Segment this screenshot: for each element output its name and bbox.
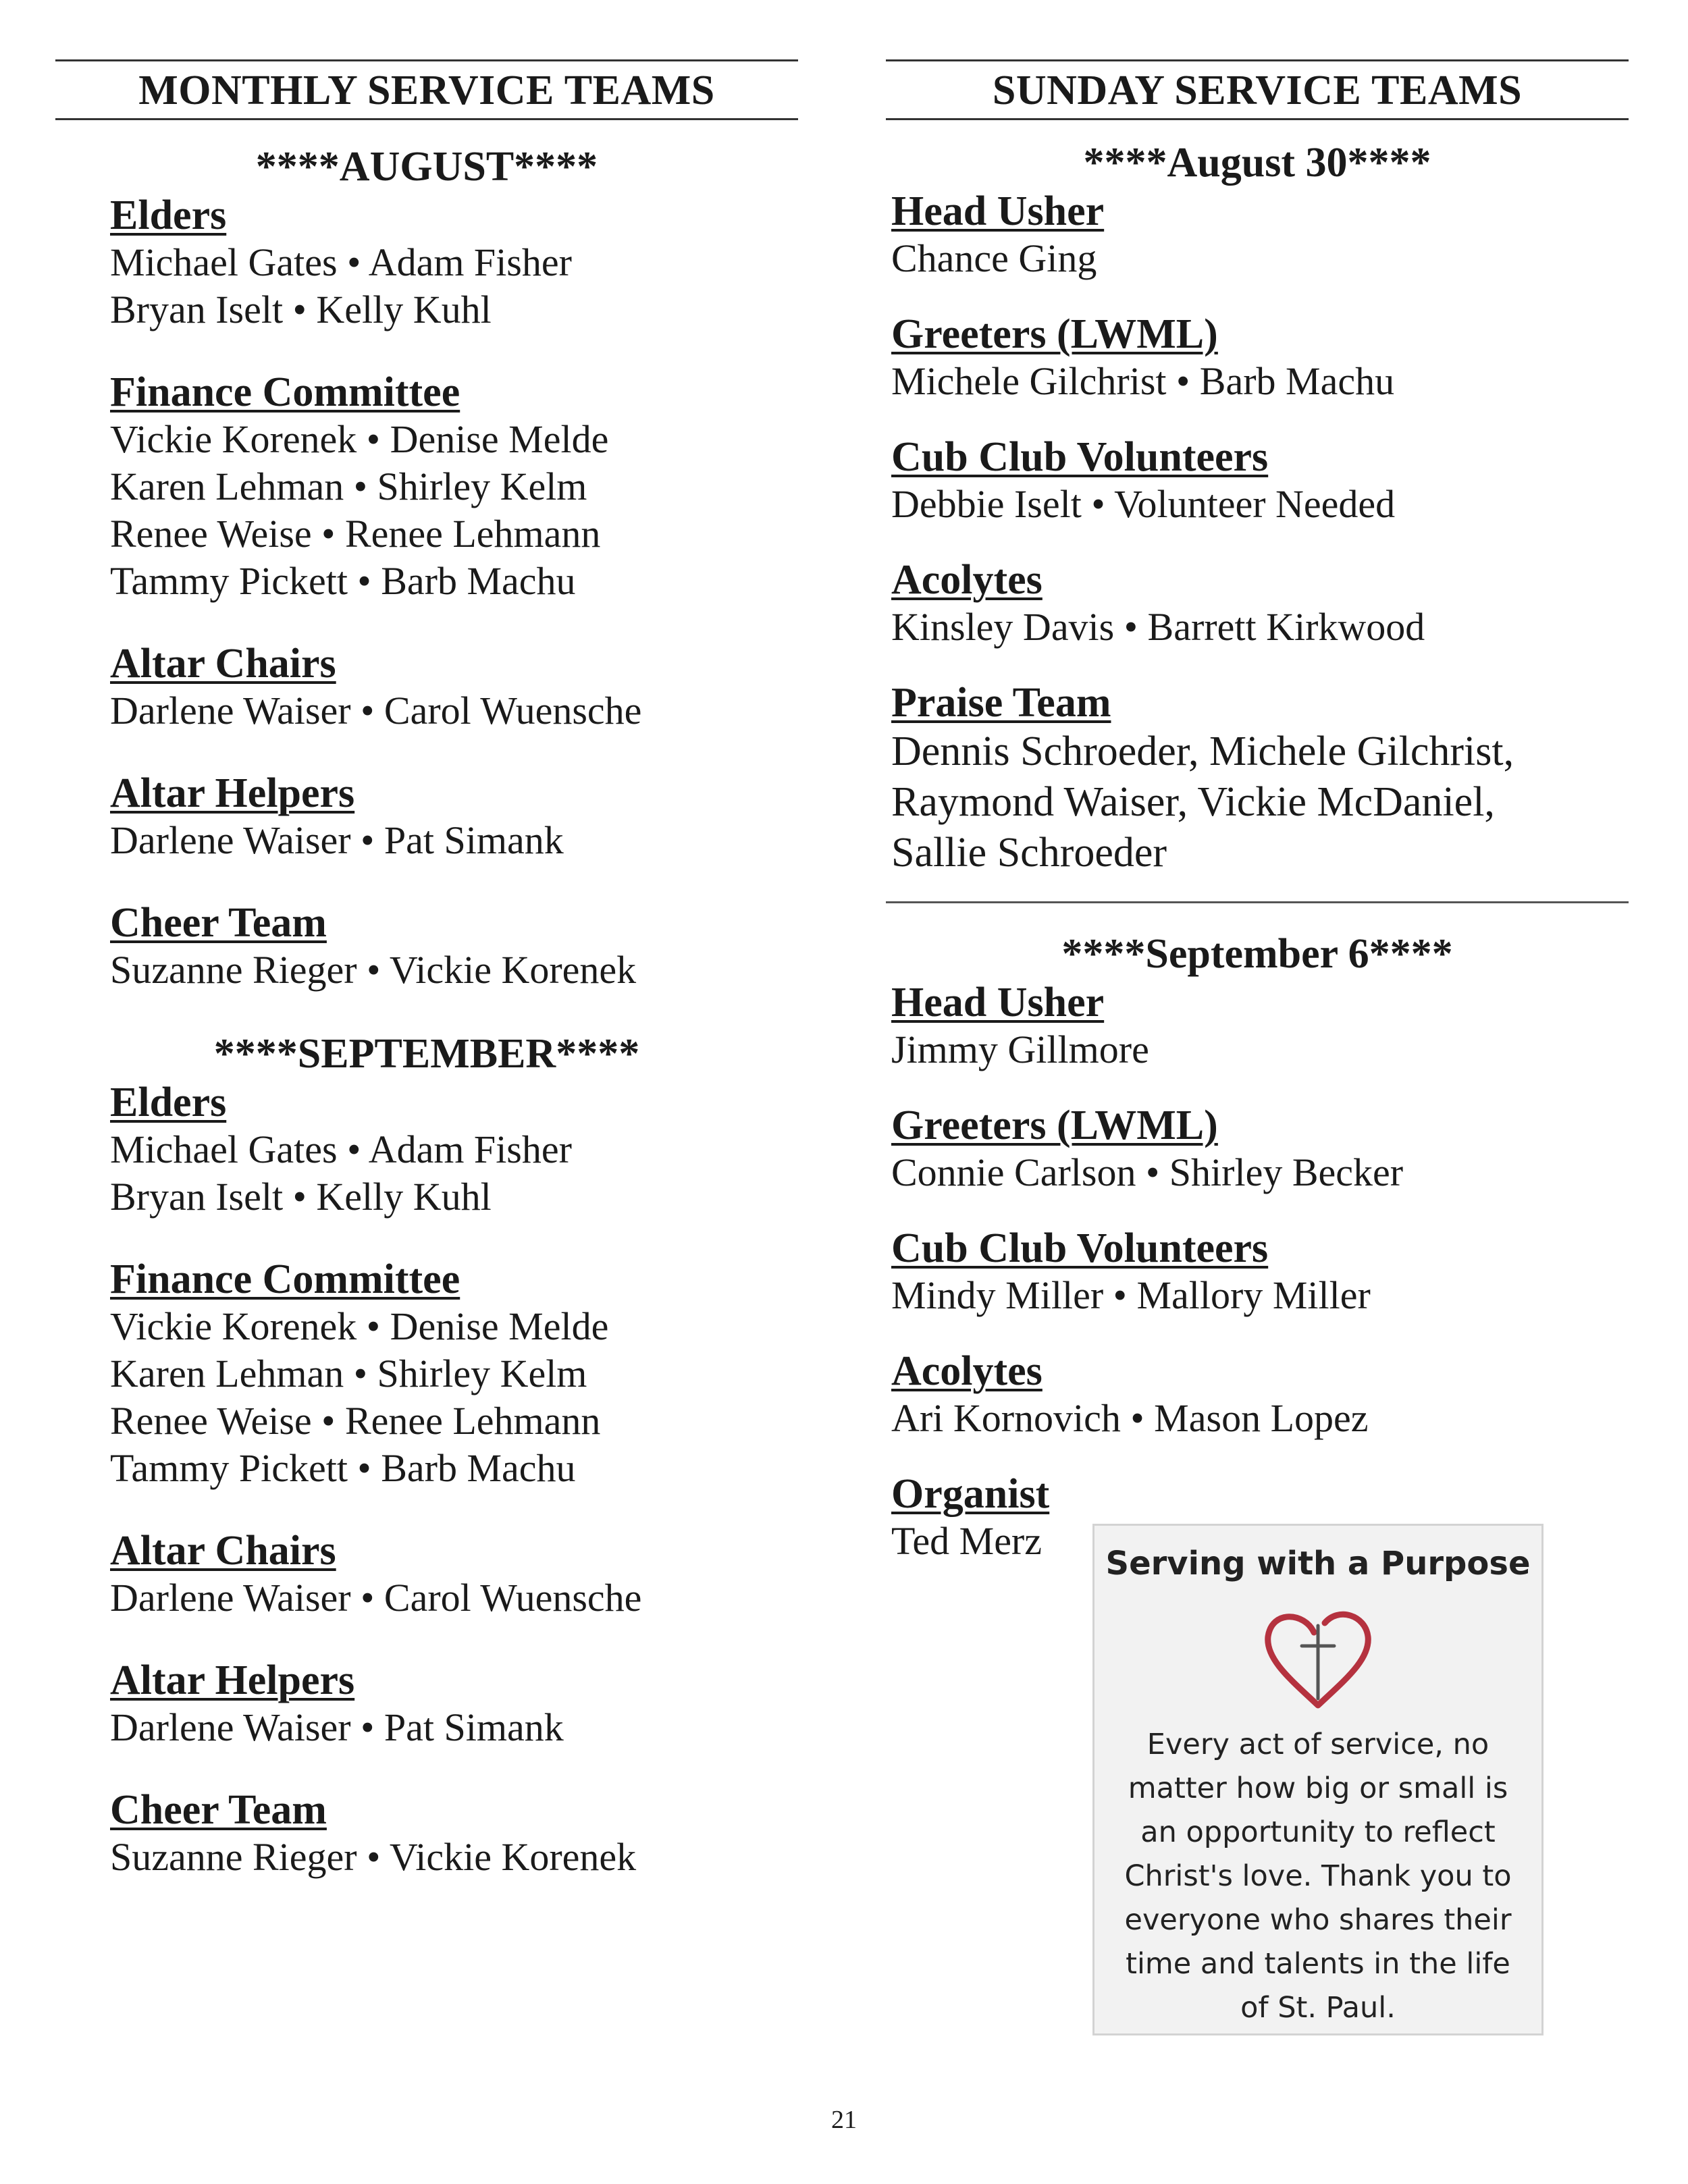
team-members: [110, 817, 798, 864]
team-name: Altar Chairs: [110, 1528, 336, 1574]
team-members: [110, 239, 798, 334]
team-members: [891, 1026, 1629, 1073]
team-head-usher: [891, 979, 1629, 1073]
serving-with-purpose-callout: [1092, 1524, 1544, 2035]
member-line: Darlene Waiser • Carol Wuensche: [110, 1576, 642, 1620]
team-name: Cub Club Volunteers: [891, 434, 1269, 480]
team-altar-chairs: [110, 1527, 798, 1622]
team-name: Greeters (LWML): [891, 311, 1218, 357]
team-members: [891, 1395, 1629, 1442]
month-heading: ****SEPTEMBER****: [213, 1031, 640, 1077]
member-line: Jimmy Gillmore: [891, 1028, 1149, 1071]
month-heading: ****AUGUST****: [255, 144, 598, 190]
member-line: Suzanne Rieger • Vickie Korenek: [110, 1835, 637, 1879]
heart-cross-icon: [1257, 1597, 1379, 1712]
team-name: Greeters (LWML): [891, 1102, 1218, 1148]
team-name: Elders: [110, 1080, 227, 1125]
team-name: Altar Helpers: [110, 770, 355, 816]
member-line: Vickie Korenek • Denise Melde: [110, 1304, 609, 1348]
team-acolytes: [891, 556, 1629, 651]
team-praise-team: [891, 679, 1629, 878]
team-members: [891, 604, 1629, 651]
callout-body: [1094, 1719, 1541, 2030]
team-cheer-team: [110, 1786, 798, 1881]
team-name: Altar Helpers: [110, 1657, 355, 1703]
team-name: Praise Team: [891, 680, 1111, 726]
team-name: Acolytes: [891, 557, 1043, 603]
team-finance-committee: [110, 1256, 798, 1492]
member-line: Debbie Iselt • Volunteer Needed: [891, 482, 1396, 526]
month-section-september: [55, 1030, 798, 1881]
member-line: Michele Gilchrist • Barb Machu: [891, 359, 1395, 403]
member-line: Renee Weise • Renee Lehmann: [110, 1399, 601, 1443]
team-members: [891, 358, 1629, 405]
team-members: [891, 235, 1629, 282]
member-line: Kinsley Davis • Barrett Kirkwood: [891, 605, 1425, 649]
member-line: Raymond Waiser, Vickie McDaniel,: [891, 779, 1495, 825]
callout-body-line: everyone who shares their: [1124, 1903, 1512, 1937]
member-line: Darlene Waiser • Carol Wuensche: [110, 689, 642, 733]
member-line: Chance Ging: [891, 236, 1097, 280]
member-line: Michael Gates • Adam Fisher: [110, 1127, 572, 1171]
team-members: [891, 481, 1629, 528]
month-section-august: [55, 143, 798, 994]
team-members: [891, 1272, 1629, 1319]
date-heading: ****September 6****: [1061, 931, 1453, 977]
callout-body-line: an opportunity to reflect: [1140, 1815, 1496, 1849]
team-name: Cub Club Volunteers: [891, 1225, 1269, 1271]
team-elders: [110, 192, 798, 334]
team-name: Cheer Team: [110, 900, 327, 946]
member-line: Connie Carlson • Shirley Becker: [891, 1150, 1404, 1194]
member-line: Tammy Pickett • Barb Machu: [110, 559, 576, 603]
member-line: Suzanne Rieger • Vickie Korenek: [110, 948, 637, 992]
team-members: [891, 726, 1629, 878]
team-greeters: [891, 1102, 1629, 1196]
team-members: [891, 1149, 1629, 1196]
date-section-september-6: [886, 930, 1629, 1565]
date-section-august-30: [886, 139, 1629, 878]
member-line: Sallie Schroeder: [891, 830, 1167, 876]
team-members: [110, 416, 798, 605]
team-name: Altar Chairs: [110, 641, 336, 687]
member-line: Karen Lehman • Shirley Kelm: [110, 1352, 587, 1395]
team-cub-club-volunteers: [891, 1225, 1629, 1319]
team-members: [110, 1704, 798, 1751]
team-members: [110, 687, 798, 735]
team-cub-club-volunteers: [891, 433, 1629, 528]
member-line: Ari Kornovich • Mason Lopez: [891, 1396, 1369, 1440]
member-line: Vickie Korenek • Denise Melde: [110, 417, 609, 461]
team-name: Organist: [891, 1471, 1050, 1517]
team-name: Elders: [110, 192, 227, 238]
member-line: Ted Merz: [891, 1519, 1042, 1563]
team-cheer-team: [110, 899, 798, 994]
callout-title: Serving with a Purpose: [1105, 1545, 1531, 1582]
callout-body-line: matter how big or small is: [1128, 1772, 1508, 1805]
monthly-title: MONTHLY SERVICE TEAMS: [55, 59, 798, 120]
callout-body-line: Every act of service, no: [1146, 1728, 1489, 1761]
team-name: Finance Committee: [110, 1256, 460, 1302]
team-altar-chairs: [110, 640, 798, 735]
sunday-title: SUNDAY SERVICE TEAMS: [886, 59, 1629, 120]
page-number: 21: [831, 2106, 857, 2134]
team-altar-helpers: [110, 1657, 798, 1751]
member-line: Michael Gates • Adam Fisher: [110, 240, 572, 284]
member-line: Dennis Schroeder, Michele Gilchrist,: [891, 728, 1514, 774]
team-members: [110, 1834, 798, 1881]
team-members: [110, 1303, 798, 1492]
section-divider: [886, 901, 1629, 903]
member-line: Mindy Miller • Mallory Miller: [891, 1273, 1371, 1317]
callout-body-line: time and talents in the life: [1126, 1947, 1510, 1981]
date-heading: ****August 30****: [1083, 140, 1431, 186]
team-elders: [110, 1079, 798, 1221]
team-acolytes: [891, 1348, 1629, 1442]
monthly-service-teams-column: [55, 59, 798, 1881]
team-name: Finance Committee: [110, 369, 460, 415]
member-line: Renee Weise • Renee Lehmann: [110, 512, 601, 556]
team-head-usher: [891, 188, 1629, 282]
team-finance-committee: [110, 369, 798, 605]
team-name: Head Usher: [891, 188, 1105, 234]
team-name: Acolytes: [891, 1348, 1043, 1394]
team-members: [110, 947, 798, 994]
member-line: Bryan Iselt • Kelly Kuhl: [110, 288, 492, 331]
team-altar-helpers: [110, 770, 798, 864]
team-greeters: [891, 311, 1629, 405]
member-line: Bryan Iselt • Kelly Kuhl: [110, 1175, 492, 1219]
member-line: Darlene Waiser • Pat Simank: [110, 818, 564, 862]
team-name: Cheer Team: [110, 1787, 327, 1833]
team-members: [110, 1126, 798, 1221]
member-line: Tammy Pickett • Barb Machu: [110, 1446, 576, 1490]
member-line: Darlene Waiser • Pat Simank: [110, 1705, 564, 1749]
team-name: Head Usher: [891, 980, 1105, 1026]
team-members: [110, 1574, 798, 1622]
callout-body-line: Christ's love. Thank you to: [1124, 1859, 1512, 1893]
callout-body-line: of St. Paul.: [1240, 1991, 1396, 2025]
sunday-service-teams-column: [886, 59, 1629, 1565]
member-line: Karen Lehman • Shirley Kelm: [110, 464, 587, 508]
